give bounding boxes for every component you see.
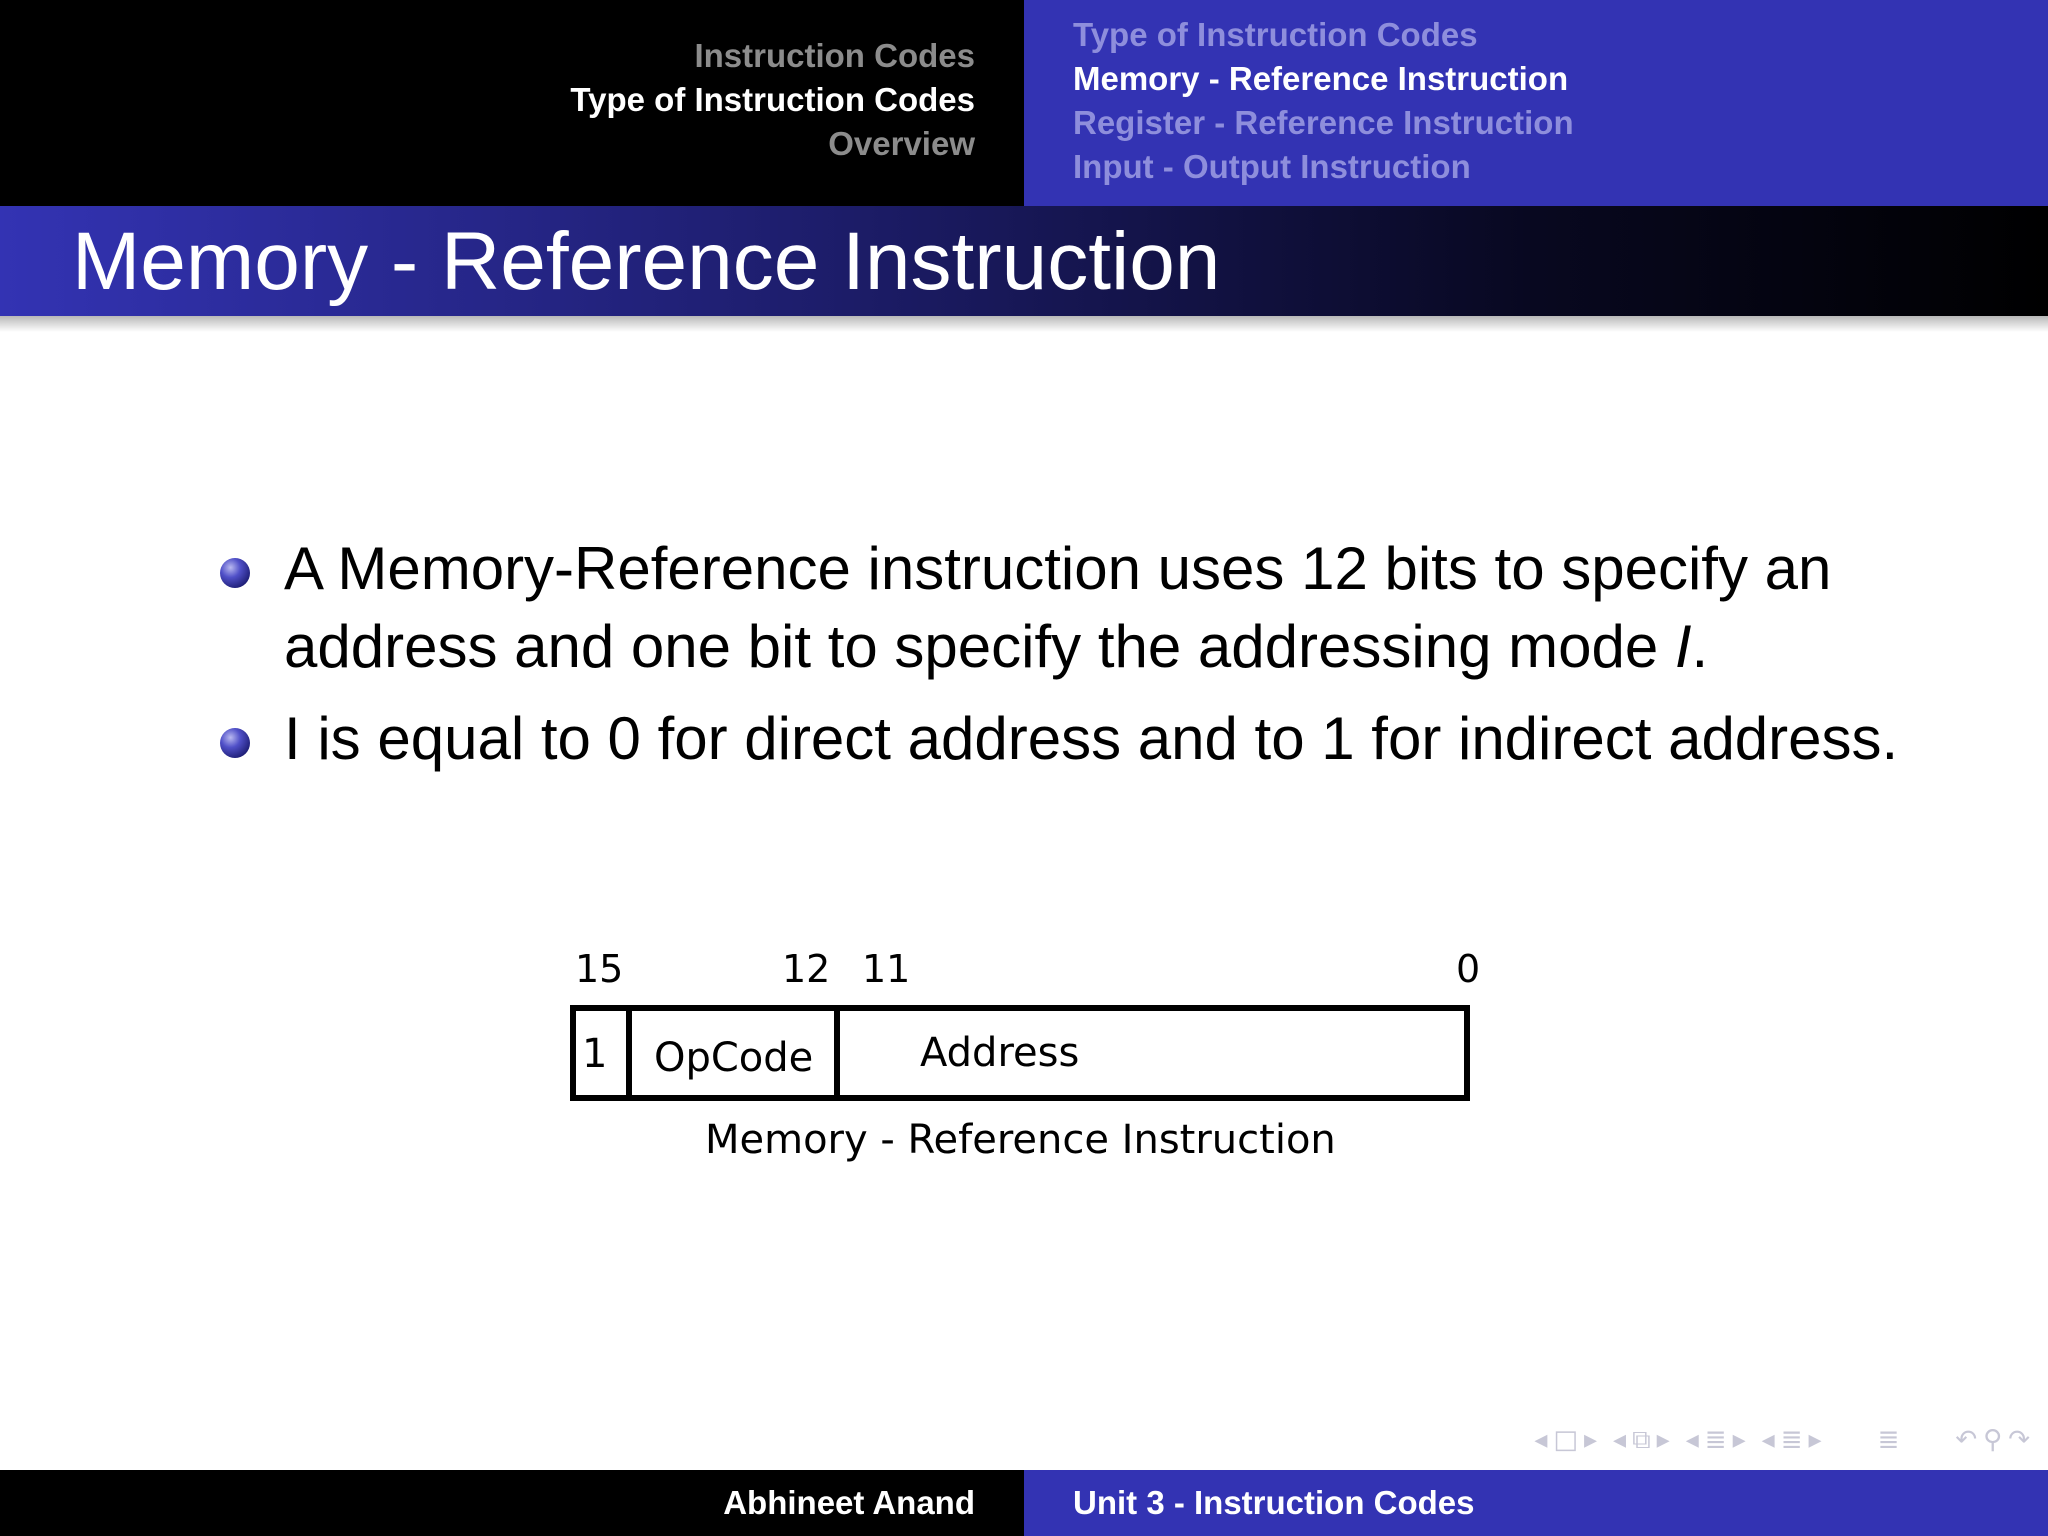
subsection-link-input-output[interactable]: Input - Output Instruction xyxy=(1073,148,1471,185)
section-link-overview[interactable]: Overview xyxy=(828,125,975,162)
next-section-icon[interactable]: ▸ xyxy=(1808,1425,1822,1455)
footer-title: Unit 3 - Instruction Codes xyxy=(1073,1484,1475,1521)
back-icon[interactable]: ↶ xyxy=(1955,1425,1978,1455)
frame-title-shadow xyxy=(0,316,2048,332)
subsection-icon[interactable]: ≣ xyxy=(1704,1425,1727,1455)
bullet-item xyxy=(216,700,1916,778)
subsection-link-memory-reference[interactable]: Memory - Reference Instruction xyxy=(1073,60,1569,97)
bullet-text: I is equal to 0 for direct address and to 1 for indirect address. xyxy=(284,705,1899,772)
footer-title-box xyxy=(1024,1470,2048,1536)
bit-label-0: 0 xyxy=(1456,947,1481,991)
instruction-format-figure xyxy=(560,945,1510,1175)
subsection-nav xyxy=(1024,0,2048,206)
instruction-register-box xyxy=(570,1005,1470,1101)
slide-icon[interactable]: ⧉ xyxy=(1632,1424,1651,1455)
subsection-list xyxy=(1073,13,1574,189)
bit-label-15: 15 xyxy=(575,947,624,991)
section-link-instruction-codes[interactable]: Instruction Codes xyxy=(694,37,975,74)
bullet-list xyxy=(216,530,1916,792)
section-list xyxy=(570,34,975,166)
bullet-text: A Memory-Reference instruction uses 12 bits to specify an address and one bit to specify the addressing mode xyxy=(284,535,1832,680)
bit-label-11: 11 xyxy=(862,947,911,991)
subsection-link-register-reference[interactable]: Register - Reference Instruction xyxy=(1073,104,1574,141)
beamer-navigation-symbols xyxy=(1534,1424,2030,1456)
next-frame-icon[interactable]: ▸ xyxy=(1583,1425,1598,1455)
prev-subsection-icon[interactable]: ◂ xyxy=(1685,1425,1699,1455)
bullet-ball-icon xyxy=(220,728,250,758)
bullet-ball-icon xyxy=(220,558,250,588)
bit-label-12: 12 xyxy=(782,947,831,991)
bullet-tail: . xyxy=(1691,613,1709,680)
footer-author-box xyxy=(0,1470,1024,1536)
forward-icon[interactable]: ↷ xyxy=(2008,1425,2030,1455)
bullet-item xyxy=(216,530,1916,686)
field-divider xyxy=(834,1011,840,1095)
footer-author: Abhineet Anand xyxy=(723,1484,975,1521)
frame-title: Memory - Reference Instruction xyxy=(72,216,1221,307)
field-divider xyxy=(626,1011,632,1095)
field-opcode: OpCode xyxy=(654,1035,814,1081)
subsection-link-type-of-instruction-codes[interactable]: Type of Instruction Codes xyxy=(1073,16,1478,53)
field-address: Address xyxy=(920,1030,1080,1076)
document-icon[interactable]: ≣ xyxy=(1877,1425,1900,1455)
section-link-type-of-instruction-codes[interactable]: Type of Instruction Codes xyxy=(570,81,975,118)
field-i-bit: 1 xyxy=(582,1031,608,1077)
figure-caption: Memory - Reference Instruction xyxy=(705,1117,1336,1163)
prev-slide-icon[interactable]: ◂ xyxy=(1613,1425,1627,1455)
search-icon[interactable]: ⚲ xyxy=(1983,1425,2003,1455)
next-subsection-icon[interactable]: ▸ xyxy=(1732,1425,1746,1455)
bullet-emphasis: I xyxy=(1674,613,1692,680)
next-slide-icon[interactable]: ▸ xyxy=(1656,1425,1670,1455)
section-nav xyxy=(0,0,1024,206)
section-icon[interactable]: ≣ xyxy=(1780,1425,1803,1455)
prev-section-icon[interactable]: ◂ xyxy=(1761,1425,1775,1455)
frame-icon[interactable]: □ xyxy=(1553,1425,1578,1455)
prev-frame-icon[interactable]: ◂ xyxy=(1534,1425,1548,1455)
